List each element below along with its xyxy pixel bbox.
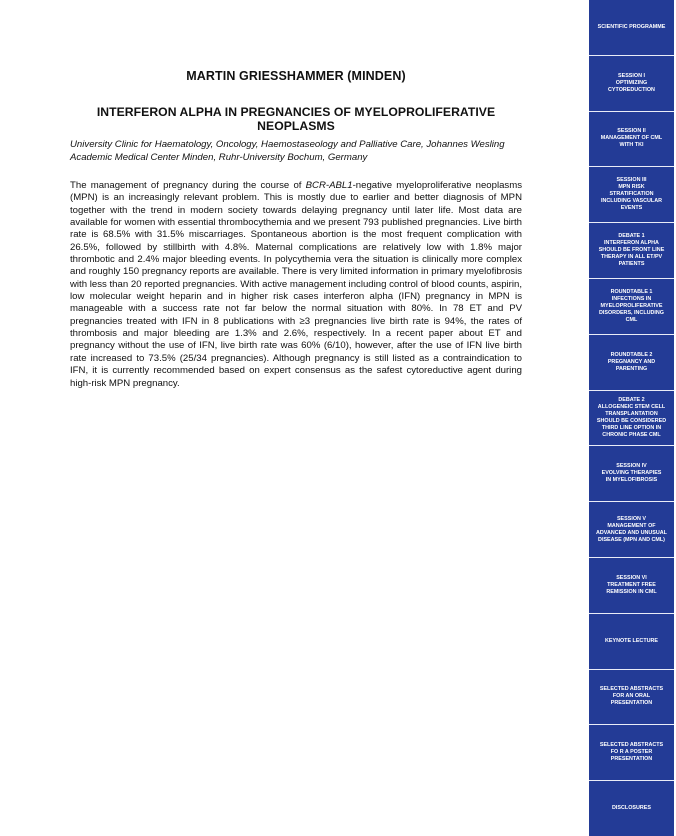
- nav-poster-abstracts[interactable]: [589, 725, 674, 781]
- nav-session-6[interactable]: [589, 558, 674, 614]
- nav-session-4[interactable]: [589, 446, 674, 502]
- nav-label: SELECTED ABSTRACTS FOR AN ORAL PRESENTATION: [599, 686, 664, 707]
- nav-session-1[interactable]: [589, 56, 674, 112]
- nav-session-5[interactable]: [589, 502, 674, 558]
- nav-oral-abstracts[interactable]: [589, 670, 674, 726]
- nav-label: SESSION IV EVOLVING THERAPIES IN MYELOFIBROSIS: [601, 463, 662, 484]
- nav-keynote-lecture[interactable]: [589, 614, 674, 670]
- nav-label: DISCLOSURES: [612, 805, 651, 812]
- gene-name: BCR-ABL1: [305, 180, 353, 191]
- nav-label: SESSION V MANAGEMENT OF ADVANCED AND UNUSUAL DISEASE (MPN AND CML): [596, 515, 667, 543]
- nav-label: SCIENTIFIC PROGRAMME: [597, 23, 666, 30]
- nav-label: SELECTED ABSTRACTS FO R A POSTER PRESENTATION: [599, 742, 664, 763]
- nav-label: ROUNDTABLE 1 INFECTIONS IN MYELOPROLIFERATIVE DISORDERS, INCLUDING CML: [599, 288, 664, 323]
- abstract-title: INTERFERON ALPHA IN PREGNANCIES OF MYELOPROLIFERATIVE NEOPLASMS: [96, 105, 496, 133]
- nav-label: ROUNDTABLE 2 PREGNANCY AND PARENTING: [607, 351, 656, 372]
- nav-disclosures[interactable]: [589, 781, 674, 836]
- affiliation: University Clinic for Haematology, Oncology, Haemostaseology and Palliative Care, Johannes Wesling Academic Medical Center Minden, Ruhr-University Bochum, Germany: [70, 139, 505, 163]
- nav-label: SESSION II MANAGEMENT OF CML WITH TKI: [600, 128, 663, 149]
- nav-label: KEYNOTE LECTURE: [604, 637, 658, 644]
- nav-roundtable-1[interactable]: [589, 279, 674, 335]
- author-heading: MARTIN GRIESSHAMMER (MINDEN): [186, 69, 406, 83]
- abstract-body: [70, 180, 522, 390]
- nav-debate-2[interactable]: [589, 391, 674, 447]
- nav-label: SESSION I OPTIMIZING CYTOREDUCTION: [608, 72, 655, 93]
- nav-label: SESSION VI TREATMENT FREE REMISSION IN CML: [606, 574, 657, 595]
- nav-debate-1[interactable]: [589, 223, 674, 279]
- nav-roundtable-2[interactable]: [589, 335, 674, 391]
- nav-label: DEBATE 1 INTERFERON ALPHA SHOULD BE FRONT LINE THERAPY IN ALL ET/PV PATIENTS: [598, 233, 665, 268]
- nav-label: SESSION III MPN RISK STRATIFICATION INCLUDING VASCULAR EVENTS: [601, 177, 662, 212]
- abstract-lead: The management of pregnancy during the course of: [70, 180, 306, 191]
- nav-label: DEBATE 2 ALLOGENEIC STEM CELL TRANSPLANTATION SHOULD BE CONSIDERED THIRD LINE OPTION IN CHRONIC PHASE CML: [596, 396, 667, 438]
- nav-scientific-programme[interactable]: [589, 0, 674, 56]
- nav-session-3[interactable]: [589, 167, 674, 223]
- sidebar-navigation: [589, 0, 674, 836]
- nav-session-2[interactable]: [589, 112, 674, 168]
- abstract-rest: -negative myeloproliferative neoplasms (MPN) is an increasingly relevant problem. This is mostly due to earlier and better diagnosis of MPN together with the trend in modern society towards delaying pregnancy until later life. Most data are available for women with essential thrombocythemia and we present 793 published pregnancies. Live birth rate is 68.5% with 31.5% miscarriages. Spontaneous abortion is the most frequent complication with 26.5%, followed by stillbirth with 4.8%. Maternal complications are relatively low with 1.8% major thrombotic and 2.4% major bleeding events. In polycythemia vera the situation is clinically more complex and roughly 150 pregnancy reports are available. There is very limited information in primary myelofibrosis with less than 20 reported pregnancies. With active management including control of blood counts, aspirin, low molecular weight heparin and in higher risk cases interferon alpha (IFN) pregnancy in MPN is manageable with a success rate not far below the normal situation with 80%. In 78 ET and PV pregnancies treated with IFN in 8 publications with ≥3 pregnancies live birth rate is 94%, the rates of thrombosis and major bleeding are 1.3% and 2.6%, respectively. In a recent paper about ET and pregnancy without the use of IFN, live birth rate was 60% (6/10), however, after the use of IFN live birth rate increased to 73.5% (25/34 pregnancies). Although pregnancy is still listed as a contraindication to IFN, it is currently recommended based on expert consensus as the safest cytoreductive agent during high-risk MPN pregnancy.: [70, 180, 522, 389]
